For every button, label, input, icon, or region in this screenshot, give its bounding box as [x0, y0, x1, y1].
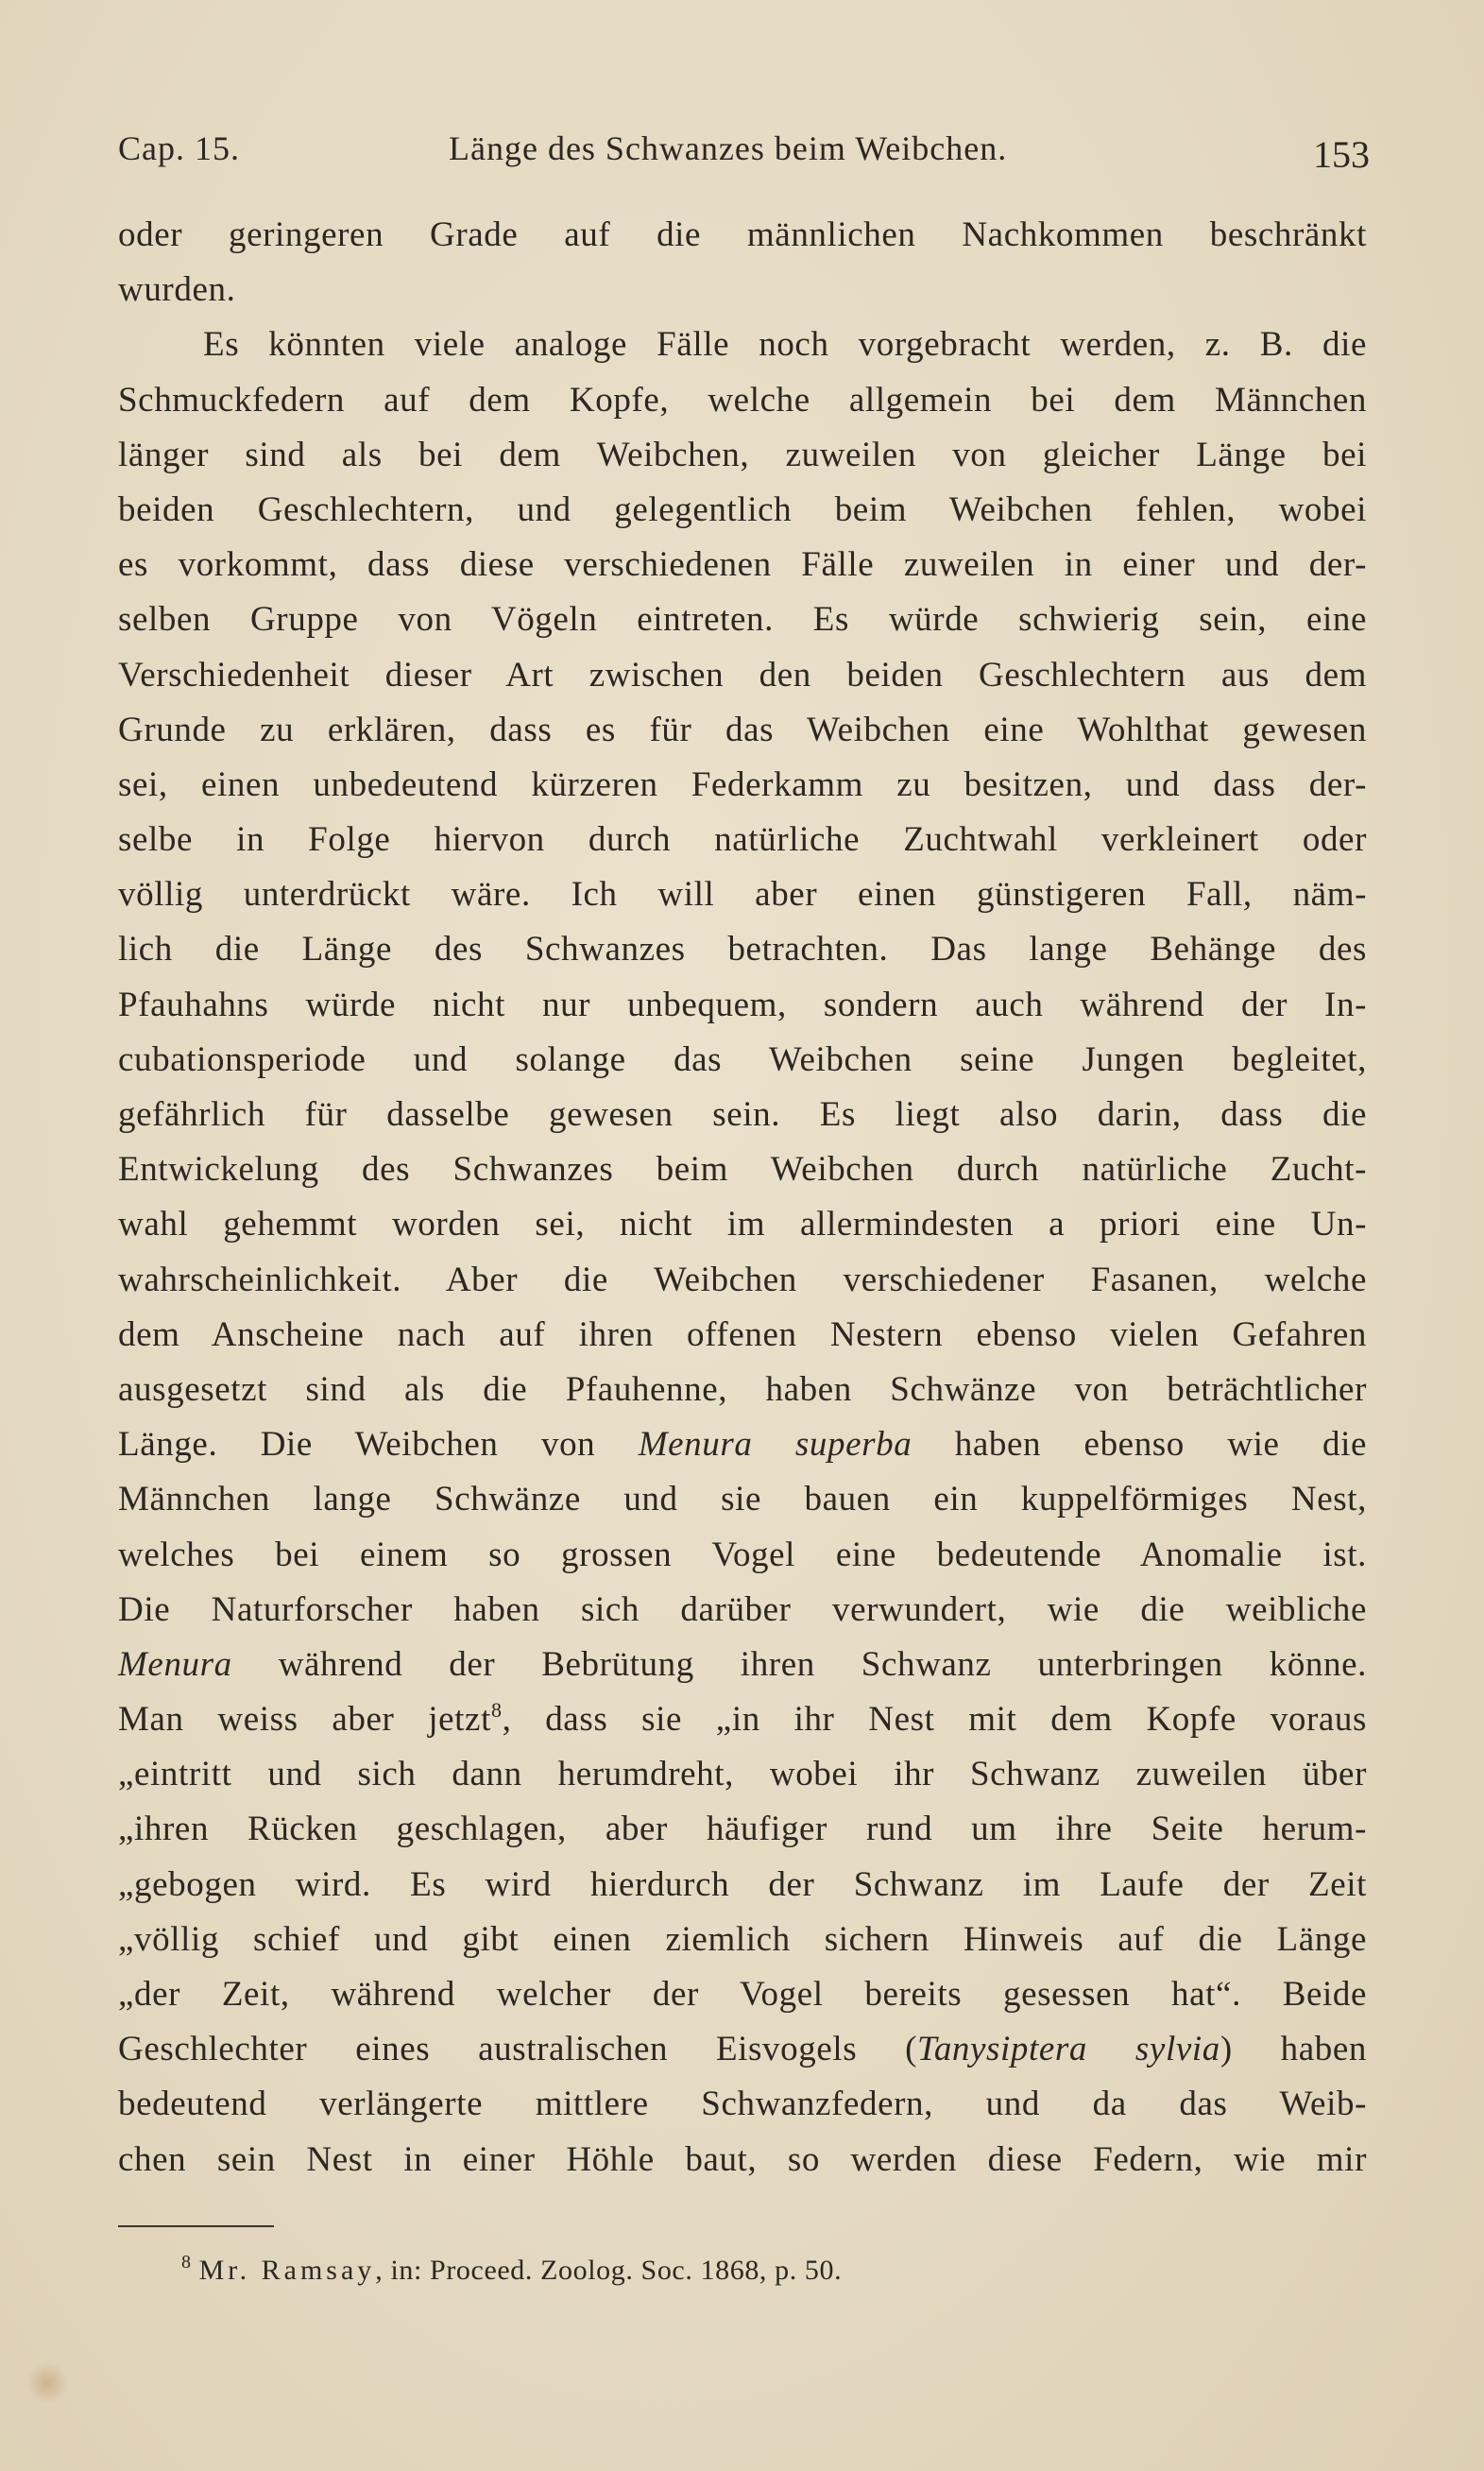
text-line [118, 1638, 1367, 1692]
text-line: lich die Länge des Schwanzes betrachten. Das lange Behänge des [118, 930, 1367, 970]
text-line: cubationsperiode und solange das Weibchen seine Jungen begleitet, [118, 1039, 1367, 1079]
text-line: Grunde zu erklären, dass es für das Weibchen eine Wohlthat gewesen [118, 710, 1367, 749]
text-line: Entwickelung des Schwanzes beim Weibchen durch natürliche Zucht- [118, 1150, 1367, 1190]
text-segment: ) haben [1220, 2030, 1367, 2069]
running-header [118, 123, 1370, 180]
paper-stain [26, 2362, 68, 2404]
text-line: wahl gehemmt worden sei, nicht im allermindesten a priori eine Un- [118, 1205, 1367, 1244]
text-line: ausgesetzt sind als die Pfauhenne, haben Schwänze von beträchtlicher [118, 1369, 1367, 1409]
text-line [118, 1417, 1367, 1472]
text-line: völlig unterdrückt wäre. Ich will aber einen günstigeren Fall, näm- [118, 875, 1367, 915]
text-line: „der Zeit, während welcher der Vogel bereits gesessen hat“. Beide [118, 1975, 1367, 2014]
text-line: „völlig schief und gibt einen ziemlich sichern Hinweis auf die Länge [118, 1919, 1367, 1959]
text-line: Männchen lange Schwänze und sie bauen ein kuppelförmiges Nest, [118, 1480, 1367, 1519]
text-line: oder geringeren Grade auf die männlichen Nachkommen beschränkt [118, 215, 1367, 254]
text-line: „eintritt und sich dann herumdreht, wobei ihr Schwanz zuweilen über [118, 1755, 1367, 1794]
body-text [118, 208, 1367, 2188]
footnote-divider [118, 2225, 274, 2227]
text-line: Pfauhahns würde nicht nur unbequem, sondern auch während der In- [118, 985, 1367, 1024]
text-line: Die Naturforscher haben sich darüber verwundert, wie die weibliche [118, 1589, 1367, 1629]
footnote [181, 2252, 842, 2287]
running-title: Länge des Schwanzes beim Weibchen. [449, 129, 1008, 167]
text-line: wahrscheinlichkeit. Aber die Weibchen verschiedener Fasanen, welche [118, 1260, 1367, 1299]
text-line: bedeutend verlängerte mittlere Schwanzfedern, und da das Weib- [118, 2085, 1367, 2124]
text-segment: während der Bebrütung ihren Schwanz unterbringen könne. [231, 1644, 1367, 1684]
chapter-label: Cap. 15. [118, 129, 240, 167]
text-line: wurden. [118, 270, 236, 310]
footnote-marker: 8 [181, 2252, 192, 2273]
text-line: chen sein Nest in einer Höhle baut, so werden diese Federn, wie mir [118, 2139, 1367, 2179]
text-segment: Geschlechter eines australischen Eisvogels ( [118, 2030, 918, 2069]
text-line: beiden Geschlechtern, und gelegentlich beim Weibchen fehlen, wobei [118, 489, 1367, 529]
footnote-reference[interactable]: 8 [490, 1698, 503, 1723]
text-line: länger sind als bei dem Weibchen, zuweilen von gleicher Länge bei [118, 435, 1367, 474]
footnote-text: , in: Proceed. Zoolog. Soc. 1868, p. 50. [375, 2255, 843, 2286]
text-line [118, 2022, 1367, 2077]
species-name-italic: Menura superba [638, 1425, 913, 1465]
text-line [118, 1692, 1367, 1747]
species-name-italic: Tanysiptera sylvia [917, 2030, 1220, 2069]
text-line: dem Anscheine nach auf ihren offenen Nestern ebenso vielen Gefahren [118, 1314, 1367, 1354]
page-number: 153 [1313, 133, 1370, 176]
text-line: es vorkommt, dass diese verschiedenen Fälle zuweilen in einer und der- [118, 545, 1367, 585]
text-line: selben Gruppe von Vögeln eintreten. Es würde schwierig sein, eine [118, 600, 1367, 640]
text-segment: , dass sie „in ihr Nest mit dem Kopfe voraus [502, 1700, 1367, 1740]
genus-name-italic: Menura [118, 1644, 232, 1684]
text-line: „gebogen wird. Es wird hierdurch der Schwanz im Laufe der Zeit [118, 1864, 1367, 1904]
text-line: „ihren Rücken geschlagen, aber häufiger rund um ihre Seite herum- [118, 1810, 1367, 1849]
text-line: Verschiedenheit dieser Art zwischen den beiden Geschlechtern aus dem [118, 655, 1367, 695]
text-line: sei, einen unbedeutend kürzeren Federkamm zu besitzen, und dass der- [118, 764, 1367, 804]
footnote-author: Mr. Ramsay [198, 2255, 376, 2286]
text-segment: haben ebenso wie die [912, 1425, 1367, 1465]
text-segment: Man weiss aber jetzt [118, 1700, 491, 1740]
text-line: gefährlich für dasselbe gewesen sein. Es liegt also darin, dass die [118, 1095, 1367, 1134]
text-line: Es könnten viele analoge Fälle noch vorgebracht werden, z. B. die [203, 325, 1367, 365]
text-line: selbe in Folge hiervon durch natürliche Zuchtwahl verkleinert oder [118, 820, 1367, 860]
text-line: Schmuckfedern auf dem Kopfe, welche allgemein bei dem Männchen [118, 380, 1367, 420]
text-line: welches bei einem so grossen Vogel eine bedeutende Anomalie ist. [118, 1535, 1367, 1574]
text-segment: Länge. Die Weibchen von [118, 1425, 639, 1465]
